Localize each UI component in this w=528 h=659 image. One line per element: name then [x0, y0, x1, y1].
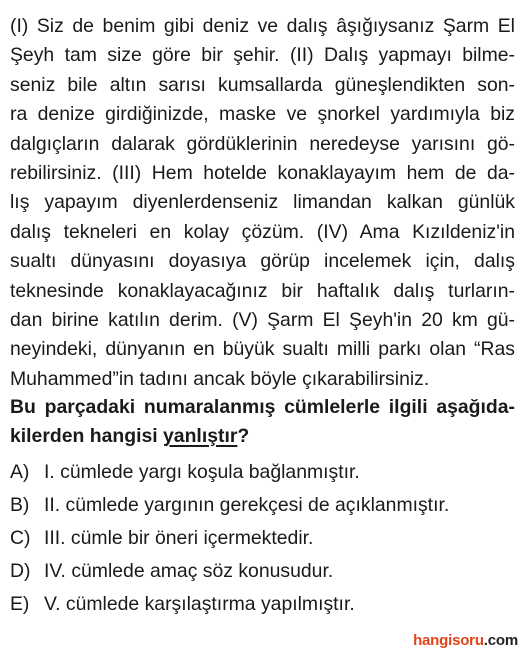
passage-line: Şeyh tam size göre bir şehir. (II) Dalış yapmayı bilme- [10, 44, 515, 67]
option-d[interactable] [10, 555, 515, 588]
option-a[interactable] [10, 456, 515, 489]
question-mark: ? [237, 425, 250, 447]
question-emphasis: yanlıştır [163, 425, 238, 447]
passage-line: teknesinde konaklayacağınız bir haftalık dalış turların- [10, 279, 515, 302]
passage-line: rebilirsiniz. (III) Hem hotelde konaklayayım hem de da- [10, 161, 515, 184]
passage-line: neyindeki, dünyanın en büyük sualtı milli parkı olan “Ras [10, 338, 515, 361]
passage-line: seniz bile altın sarısı kumsallarda güneşlendikten son- [10, 73, 515, 96]
question-line: Bu parçadaki numaralanmış cümlelerle ilgili aşağıda- [10, 396, 515, 418]
site-watermark [413, 632, 518, 649]
option-letter: A) [10, 461, 30, 483]
passage-line: Muhammed”in tadını ancak böyle çıkarabilirsiniz. [10, 367, 430, 390]
option-text: III. cümle bir öneri içermektedir. [44, 527, 314, 549]
question-line [10, 422, 515, 451]
option-text: II. cümlede yargının gerekçesi de açıklanmıştır. [44, 494, 450, 516]
option-b[interactable] [10, 489, 515, 522]
option-e[interactable] [10, 588, 515, 621]
question-prefix: kilerden hangisi [10, 425, 164, 447]
option-letter: B) [10, 494, 30, 516]
passage-line: ra denize girdiğinizde, maske ve şnorkel yardımıyla biz [10, 103, 515, 126]
option-text: V. cümlede karşılaştırma yapılmıştır. [44, 593, 355, 615]
option-text: IV. cümlede amaç söz konusudur. [44, 560, 334, 582]
option-letter: C) [10, 527, 31, 549]
watermark-brand: hangisoru [413, 632, 484, 649]
watermark-tld: .com [483, 632, 518, 649]
option-letter: D) [10, 560, 31, 582]
passage-line: dalış tekneleri en kolay çözüm. (IV) Ama Kızıldeniz'in [10, 220, 515, 243]
passage-line: sualtı dünyasını doyasıya görüp incelemek için, dalış [10, 250, 515, 273]
option-letter: E) [10, 593, 30, 615]
passage-line: (I) Siz de benim gibi deniz ve dalış âşığıysanız Şarm El [10, 15, 515, 37]
question-stem [10, 393, 515, 451]
passage-line: dan birine katılın derim. (V) Şarm El Şeyh'in 20 km gü- [10, 308, 515, 331]
passage-text [10, 12, 515, 394]
option-c[interactable] [10, 522, 515, 555]
answer-options [10, 456, 515, 621]
passage-line: dalgıçların dalarak gördüklerinin neredeyse yarısını gö- [10, 132, 515, 155]
option-text: I. cümlede yargı koşula bağlanmıştır. [44, 461, 360, 483]
passage-line: lış yapayım diyenlerdenseniz limandan kalkan günlük [10, 191, 515, 214]
